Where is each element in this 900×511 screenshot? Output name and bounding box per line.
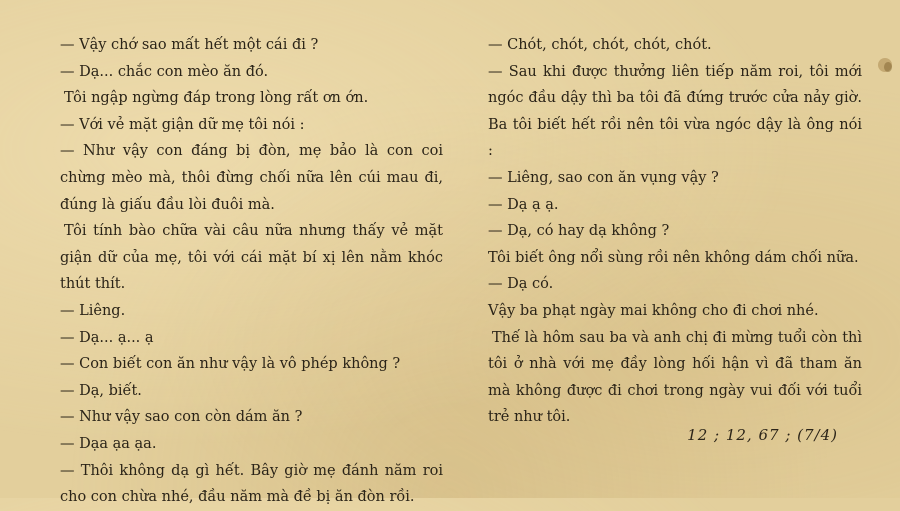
date-signature: 12 ; 12, 67 ; (7/4) (687, 426, 838, 444)
dialogue-line: — Vậy chớ sao mất hết một cái đi ? (60, 37, 319, 53)
dialogue-line: — Dạ, có hay dạ không ? (488, 223, 670, 240)
dialogue-line: — Dạ... chắc con mèo ăn đó. (60, 63, 269, 80)
dialogue-line: — Dạ... ạ... ạ (60, 329, 154, 346)
dialogue-line: — Liêng, sao con ăn vụng vậy ? (488, 169, 719, 186)
narration-paragraph: — Sau khi được thưởng liên tiếp năm roi, tôi mới ngóc đầu dậy thì ba tôi đã đứng trước cửa nảy giờ. Ba tôi biết hết rồi nên tôi vừa ngóc dậy là ông nói : (488, 63, 862, 160)
narration-line: Vậy ba phạt ngày mai không cho đi chơi nhé. (488, 302, 819, 319)
dialogue-paragraph: — Như vậy con đáng bị đòn, mẹ bảo là con coi chừng mèo mà, thôi đừng chối nữa lên cúi mau đi, đúng là giấu đầu lòi đuôi mà. (60, 143, 443, 213)
narration-line: Tôi biết ông nổi sùng rồi nên không dám chối nữa. (488, 249, 859, 266)
dialogue-line: — Con biết con ăn như vậy là vô phép không ? (60, 356, 401, 373)
narration-paragraph: Thế là hôm sau ba và anh chị đi mừng tuổi còn thì tôi ở nhà với mẹ đầy lòng hối hận vì đã tham ăn mà không được đi chơi trong ngày vui đối với tuổi trẻ như tôi. (488, 329, 862, 426)
dialogue-line: — Liêng. (60, 302, 126, 319)
dialogue-line: — Với vẻ mặt giận dữ mẹ tôi nói : (60, 116, 305, 133)
dialogue-paragraph: — Thôi không dạ gì hết. Bây giờ mẹ đánh năm roi cho con chừa nhé, đầu năm mà đề bị ăn đòn rồi. (60, 462, 443, 506)
dialogue-line: — Như vậy sao con còn dám ăn ? (60, 409, 303, 426)
dialogue-line: — Dạ có. (488, 276, 554, 293)
dialogue-line: — Dạ ạ ạ. (488, 196, 559, 213)
dialogue-line: — Dạa ạa ạa. (60, 435, 157, 452)
left-text-column (60, 32, 443, 511)
narration-paragraph: Tôi tính bào chữa vài câu nữa nhưng thấy vẻ mặt giận dữ của mẹ, tôi với cái mặt bí xị lên nằm khóc thút thít. (60, 223, 443, 293)
dialogue-line: — Dạ, biết. (60, 382, 142, 399)
stain-mark (884, 62, 892, 72)
right-text-column (488, 32, 862, 431)
dialogue-line: — Chót, chót, chót, chót, chót. (488, 37, 712, 53)
narration-line: Tôi ngập ngừng đáp trong lòng rất ơn ớn. (64, 90, 369, 107)
